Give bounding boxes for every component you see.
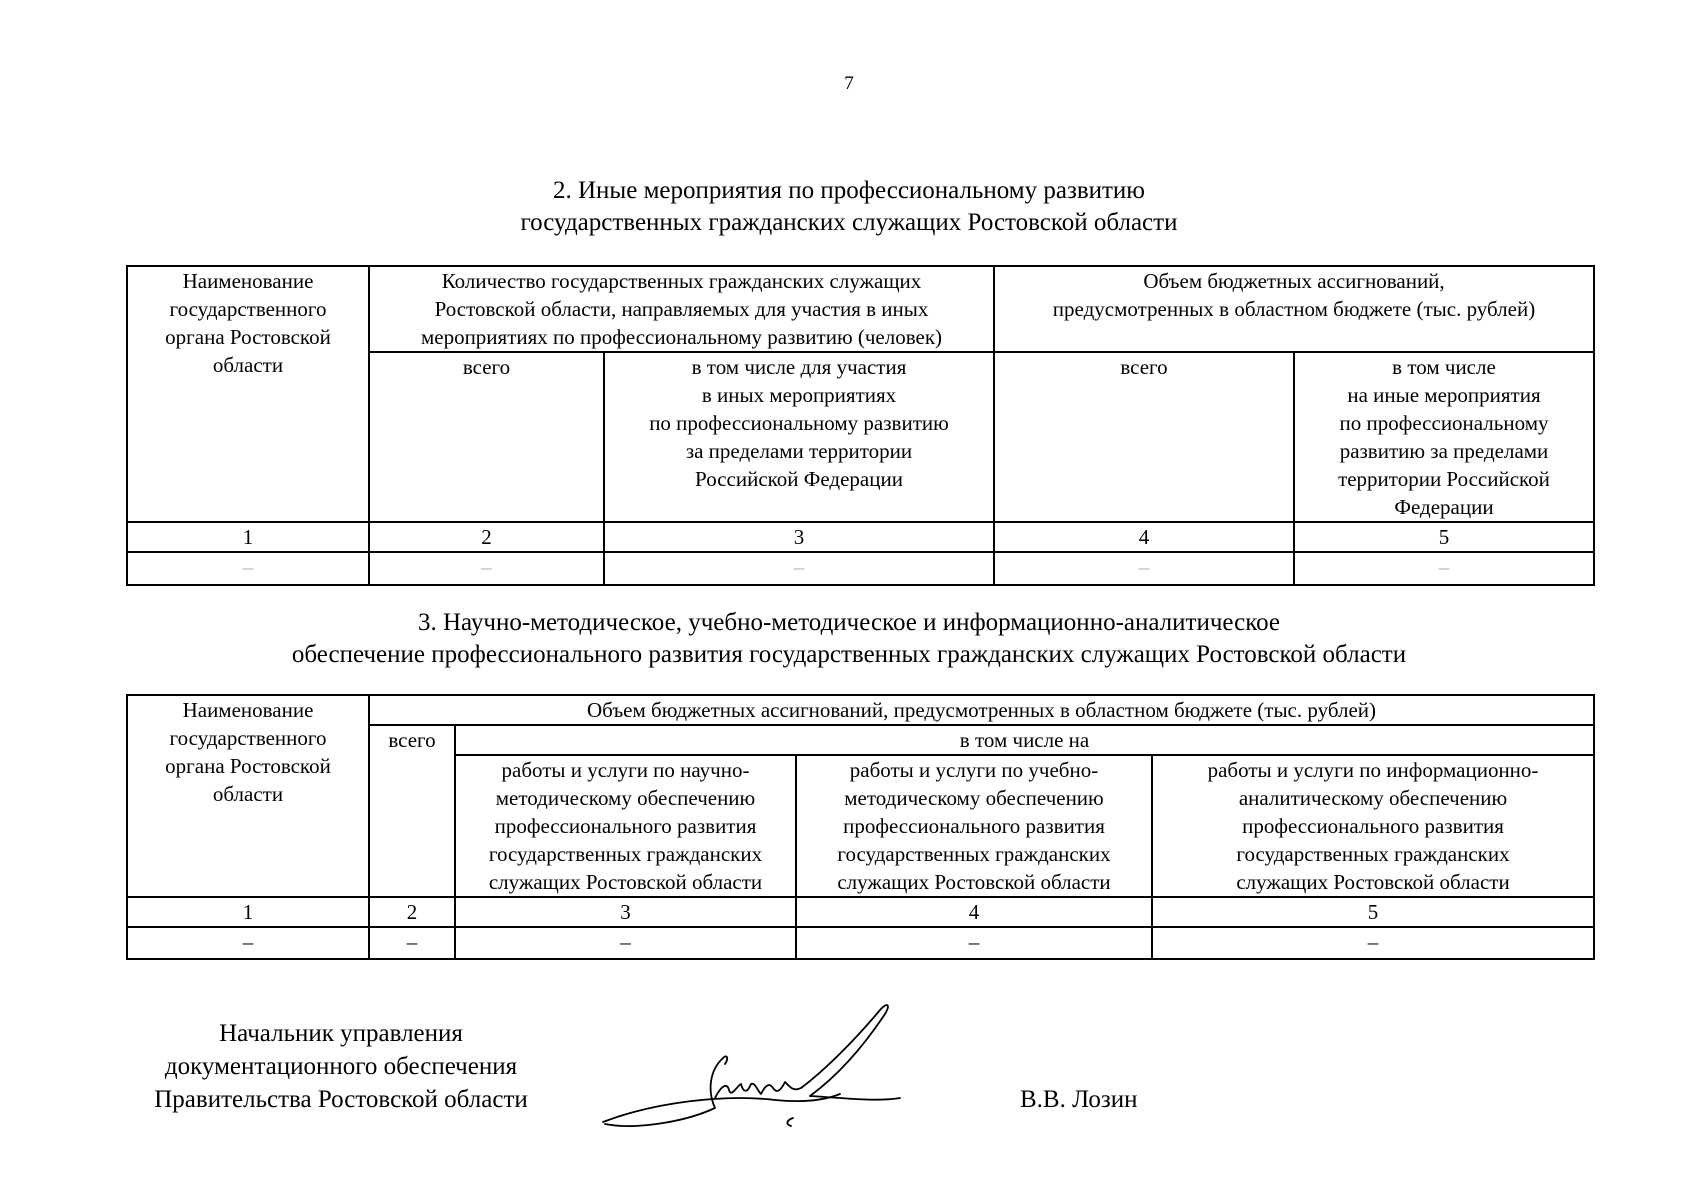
column-number: 2 [369, 897, 455, 927]
header-educational-methodical: работы и услуги по учебно- методическому обеспечению профессионального развития государственных гражданских служащих Ростовской области [796, 755, 1152, 897]
column-number: 2 [369, 522, 604, 552]
header-employee-count: Количество государственных гражданских служащих Ростовской области, направляемых для участия в иных мероприятиях по профессиональному развитию (человек) [369, 266, 994, 352]
section-3-title [0, 607, 1698, 671]
signatory-position-line-2: документационного обеспечения [164, 1053, 518, 1080]
column-number: 3 [455, 897, 796, 927]
table-cell: – [455, 927, 796, 959]
column-number: 5 [1294, 522, 1594, 552]
column-number: 4 [994, 522, 1294, 552]
signatory-position-line-3: Правительства Ростовской области [154, 1086, 528, 1113]
signatory-name: В.В. Лозин [1020, 1086, 1138, 1113]
header-org-name: Наименование государственного органа Ростовской области [127, 266, 369, 522]
table-row [127, 552, 1594, 585]
table-cell: – [127, 552, 369, 585]
header-budget-abroad: в том числе на иные мероприятия по профессиональному развитию за пределами территории Российской Федерации [1294, 352, 1594, 522]
header-budget-total: всего [994, 352, 1294, 522]
signatory-position [116, 1017, 566, 1116]
section-3-title-line-2: обеспечение профессионального развития государственных гражданских служащих Ростовской области [291, 641, 1407, 668]
table-cell: – [796, 927, 1152, 959]
header-including: в том числе на [455, 725, 1594, 755]
header-total: всего [369, 725, 455, 897]
header-org-name: Наименование государственного органа Ростовской области [127, 695, 369, 897]
column-number: 5 [1152, 897, 1594, 927]
section-2-title-line-1: 2. Иные мероприятия по профессиональному развитию [553, 177, 1145, 204]
header-information-analytical: работы и услуги по информационно- аналитическому обеспечению профессионального развития государственных гражданских служащих Ростовской области [1152, 755, 1594, 897]
table-cell: – [604, 552, 994, 585]
column-number: 3 [604, 522, 994, 552]
table-cell: – [1294, 552, 1594, 585]
header-scientific-methodical: работы и услуги по научно- методическому обеспечению профессионального развития государственных гражданских служащих Ростовской области [455, 755, 796, 897]
section-3-title-line-1: 3. Научно-методическое, учебно-методическое и информационно-аналитическое [417, 609, 1281, 636]
column-number-row [127, 522, 1594, 552]
table-cell: – [1152, 927, 1594, 959]
column-number: 1 [127, 897, 369, 927]
column-number-row [127, 897, 1594, 927]
section-2-title-line-2: государственных гражданских служащих Ростовской области [520, 209, 1178, 236]
page-number: 7 [844, 73, 854, 94]
section-2-table [126, 265, 1595, 586]
table-row [127, 927, 1594, 959]
table-cell: – [127, 927, 369, 959]
table-cell: – [369, 927, 455, 959]
header-count-abroad: в том числе для участия в иных мероприятиях по профессиональному развитию за пределами территории Российской Федерации [604, 352, 994, 522]
column-number: 4 [796, 897, 1152, 927]
signatory-position-line-1: Начальник управления [219, 1020, 463, 1047]
column-number: 1 [127, 522, 369, 552]
section-3-table [126, 694, 1595, 960]
section-2-title [0, 175, 1698, 239]
header-budget: Объем бюджетных ассигнований, предусмотренных в областном бюджете (тыс. рублей) [369, 695, 1594, 725]
header-budget: Объем бюджетных ассигнований, предусмотренных в областном бюджете (тыс. рублей) [994, 266, 1594, 352]
table-cell: – [369, 552, 604, 585]
header-count-total: всего [369, 352, 604, 522]
handwritten-signature [595, 990, 925, 1140]
table-cell: – [994, 552, 1294, 585]
